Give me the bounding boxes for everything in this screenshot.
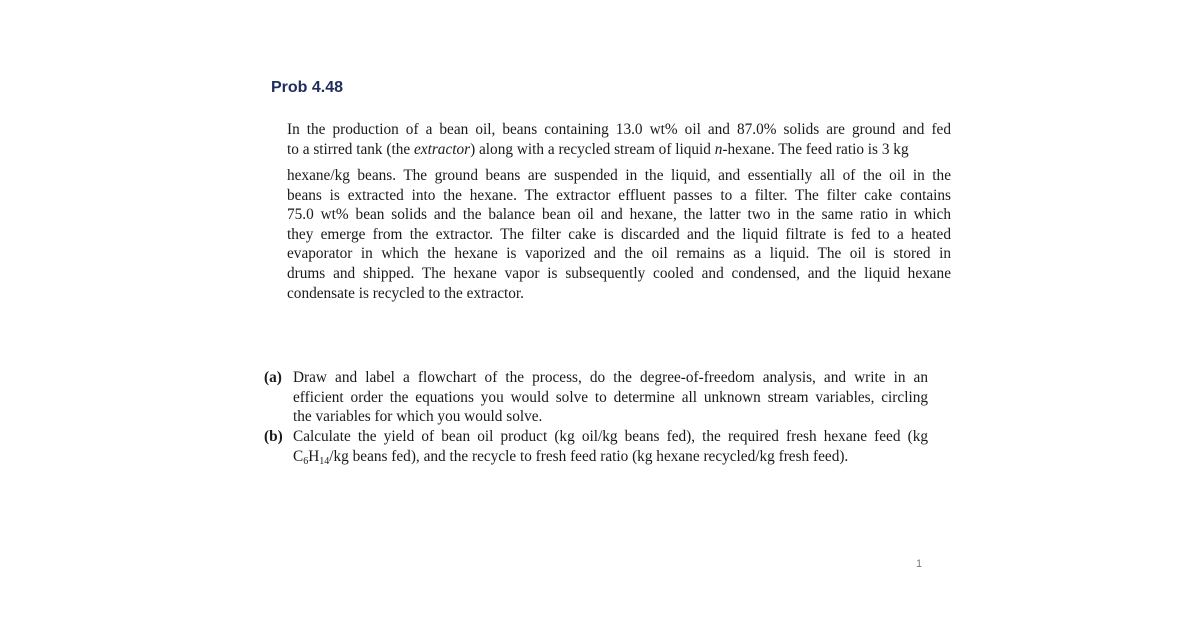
question-part-a xyxy=(264,368,928,427)
text-line: Calculate the yield of bean oil product (kg oil/kg beans fed), the required fresh hexane feed (kg xyxy=(293,428,928,445)
question-text xyxy=(293,368,928,427)
text-line: efficient order the equations you would solve to determine all unknown stream variables, circling xyxy=(293,388,928,406)
text-line: evaporator in which the hexane is vaporized and the oil remains as a liquid. The oil is stored in xyxy=(287,245,951,263)
text-line: hexane/kg beans. The ground beans are suspended in the liquid, and essentially all of the oil in the xyxy=(287,167,951,184)
text-line: Draw and label a flowchart of the process, do the degree-of-freedom analysis, and write in an xyxy=(293,369,928,386)
problem-paragraph-2 xyxy=(287,166,951,303)
question-label: (a) xyxy=(264,369,282,386)
text-line: 75.0 wt% bean solids and the balance bean oil and hexane, the latter two in the same ratio in which xyxy=(287,206,951,224)
text-line: to a stirred tank (the extractor) along with a recycled stream of liquid n-hexane. The feed ratio is 3 kg xyxy=(287,140,909,158)
text-line: drums and shipped. The hexane vapor is subsequently cooled and condensed, and the liquid hexane xyxy=(287,264,951,282)
text-line: they emerge from the extractor. The filter cake is discarded and the liquid filtrate is fed to a heated xyxy=(287,225,951,243)
text-line: $C_6H_{14}/kg$ beans fed), and the recycle to fresh feed ratio (kg hexane recycled/kg fresh feed). xyxy=(293,447,849,467)
text-line: condensate is recycled to the extractor. xyxy=(287,284,524,302)
problem-paragraph-1 xyxy=(287,120,951,159)
text-line: beans is extracted into the hexane. The extractor effluent passes to a filter. The filter cake contains xyxy=(287,186,951,204)
question-text xyxy=(293,427,928,466)
question-label: (b) xyxy=(264,428,283,445)
question-part-b xyxy=(264,427,928,466)
text-line: the variables for which you would solve. xyxy=(293,408,543,426)
page-number: 1 xyxy=(916,558,923,570)
page-title: Prob 4.48 xyxy=(271,79,344,96)
text-line: In the production of a bean oil, beans containing 13.0 wt% oil and 87.0% solids are ground and fed xyxy=(287,121,951,138)
